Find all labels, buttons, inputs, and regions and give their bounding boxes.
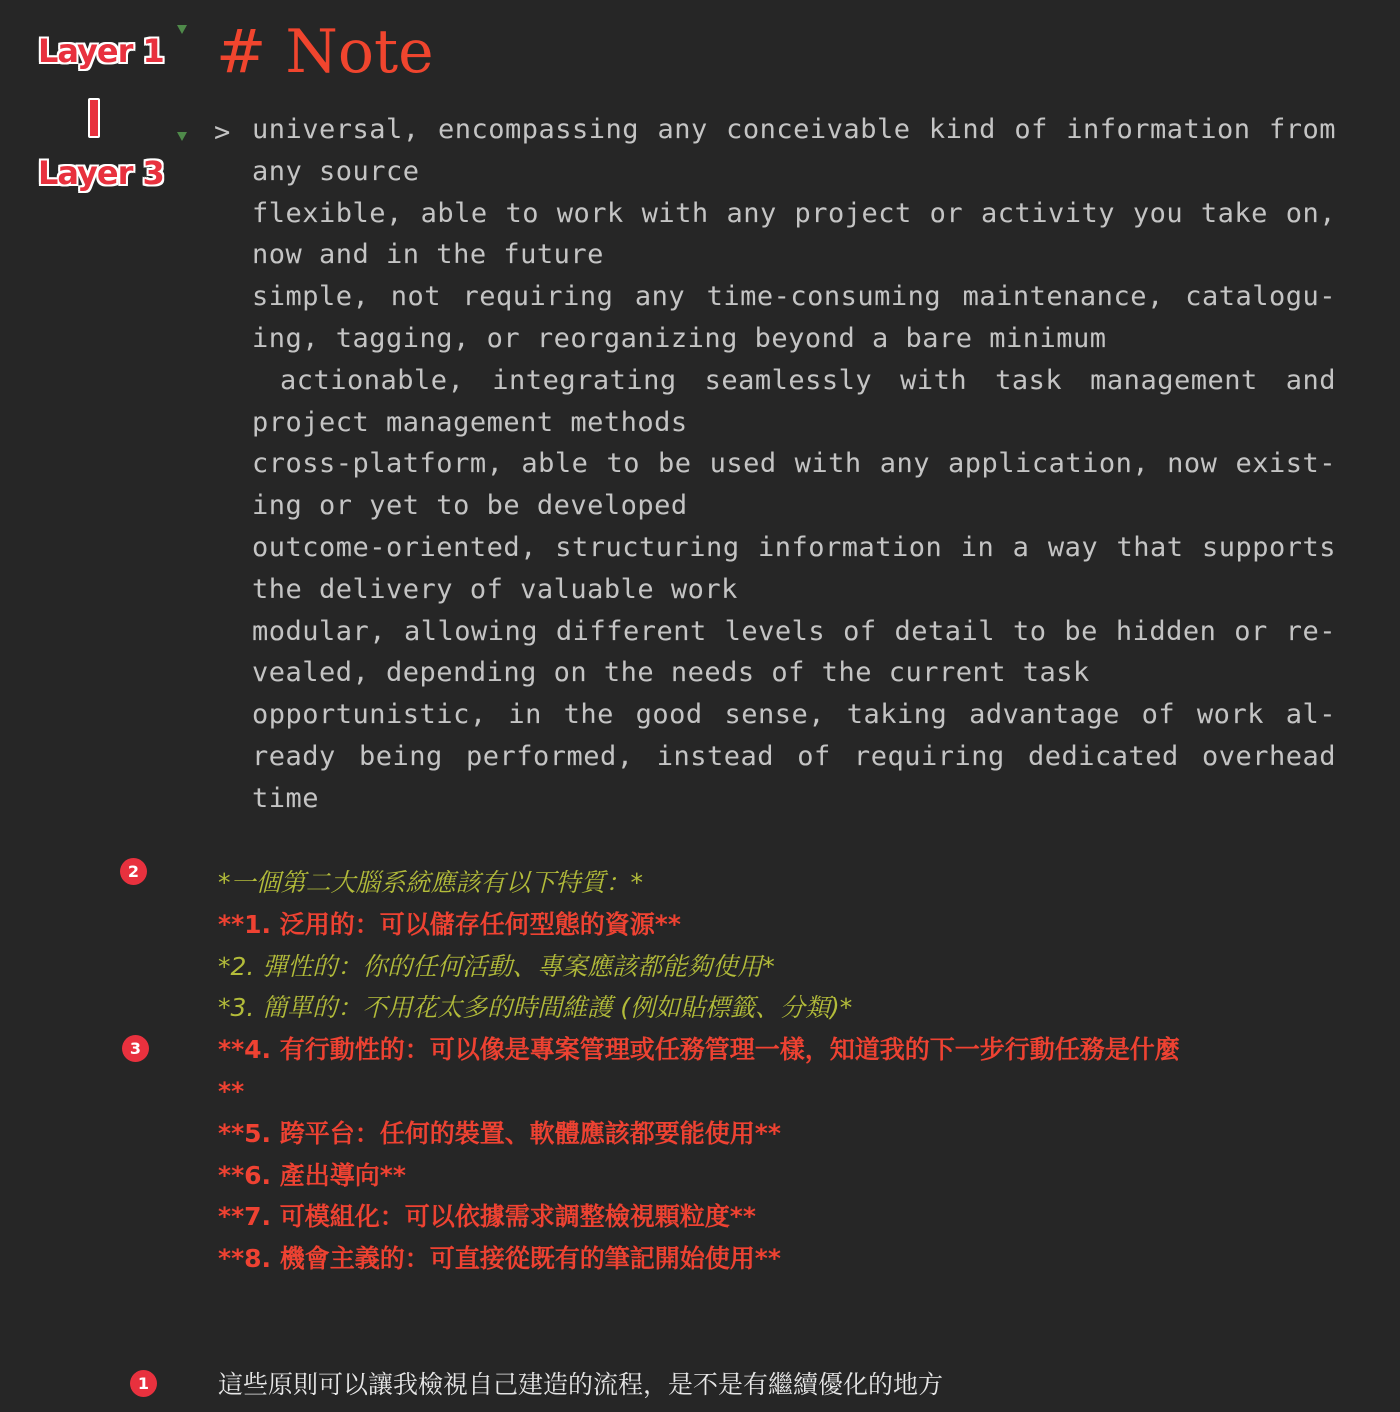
list-item: *2. 彈性的：你的任何活動、專案應該都能夠使用* <box>218 951 775 981</box>
fold-quote-icon[interactable] <box>177 132 187 141</box>
list-item: **5. 跨平台：任何的裝置、軟體應該都要能使用** <box>218 1118 781 1148</box>
list-item: **6. 產出導向** <box>218 1160 406 1190</box>
layer-1-label: Layer 1 <box>38 32 164 70</box>
annotation-badge-1: 1 <box>130 1370 157 1397</box>
summary-paragraph: 這些原則可以讓我檢視自己建造的流程，是不是有繼續優化的地方 <box>218 1370 944 1399</box>
list-item: **8. 機會主義的：可直接從既有的筆記開始使用** <box>218 1244 781 1274</box>
quote-marker: > <box>214 117 231 148</box>
list-item: **7. 可模組化：可以依據需求調整檢視顆粒度** <box>218 1202 756 1232</box>
list-item: *3. 簡單的：不用花太多的時間維護 (例如貼標籤、分類)* <box>218 993 853 1023</box>
quote-line: flexible, able to work with any project or activity you take on, now and in the future <box>252 197 1336 271</box>
note-heading: # Note <box>216 17 434 87</box>
annotation-badge-3: 3 <box>122 1035 149 1062</box>
quote-line: opportunistic, in the good sense, taking advantage of work al- ready being performed, instead of requiring dedicated overhead time <box>252 699 1336 814</box>
traits-list <box>218 862 1348 1280</box>
layer-range-bar <box>88 98 100 138</box>
list-intro: *一個第二大腦系統應該有以下特質：* <box>218 868 644 897</box>
list-item: **1. 泛用的：可以儲存任何型態的資源** <box>218 909 681 939</box>
list-item: **4. 有行動性的：可以像是專案管理或任務管理一樣，知道我的下一步行動任務是什麼 <box>218 1035 1180 1065</box>
quote-line: modular, allowing different levels of detail to be hidden or re- vealed, depending on the needs of the current task <box>252 615 1336 689</box>
fold-heading-icon[interactable] <box>177 25 187 34</box>
quote-line: cross-platform, able to be used with any application, now exist- ing or yet to be developed <box>252 448 1336 522</box>
quote-line: outcome-oriented, structuring information in a way that supports the delivery of valuable work <box>252 531 1336 605</box>
annotation-badge-2: 2 <box>120 858 147 885</box>
quote-line: universal, encompassing any conceivable kind of information from any source <box>252 114 1336 187</box>
list-item-continuation: ** <box>218 1076 245 1106</box>
note-blockquote <box>252 109 1353 820</box>
quote-line: simple, not requiring any time-consuming maintenance, catalogu- ing, tagging, or reorganizing beyond a bare minimum <box>252 281 1336 354</box>
layer-3-label: Layer 3 <box>38 154 164 192</box>
quote-line: actionable, integrating seamlessly with task management and project management methods <box>252 364 1353 438</box>
